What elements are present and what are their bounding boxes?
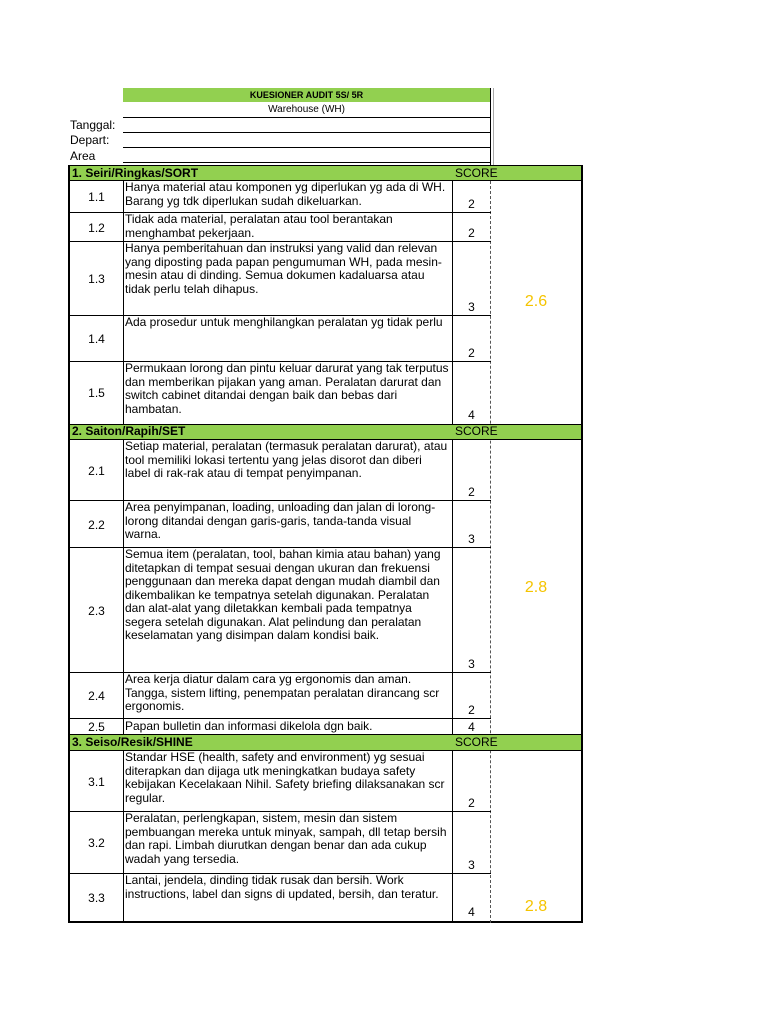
row-divider <box>70 718 491 719</box>
item-text: Tidak ada material, peralatan atau tool berantakan menghambat pekerjaan. <box>125 213 393 240</box>
section-2-title: 2. Saiton/Rapih/SET <box>72 424 186 438</box>
item-score[interactable]: 3 <box>468 300 475 314</box>
section-3-title: 3. Seiso/Resik/SHINE <box>72 735 193 749</box>
section-1-score-label: SCORE <box>455 166 498 180</box>
item-text: Ada prosedur untuk menghilangkan peralatan yg tidak perlu <box>125 316 443 329</box>
item-text: Standar HSE (health, safety and environment) yg sesuai diterapkan dan dijaga utk meningkatkan budaya safety kebijakan Kecelakaan Nihil. Safety briefing dilaksanakan scr regular. <box>125 751 445 805</box>
field-depart-input[interactable] <box>123 133 490 148</box>
item-number: 2.1 <box>88 463 105 478</box>
section-2-average: 2.8 <box>524 579 548 596</box>
item-text: Area kerja diatur dalam cara yg ergonomis dan aman. Tangga, sistem lifting, penempatan peralatan dirancang scr ergonomis. <box>125 673 440 713</box>
section-2-score-label: SCORE <box>455 424 498 438</box>
item-number: 2.5 <box>88 719 105 734</box>
item-text: Semua item (peralatan, tool, bahan kimia atau bahan) yang ditetapkan di tempat sesuai dengan ukuran dan frekuensi penggunaan dan mereka dapat dengan mudah diambil dan dikembalikan ke tempatnya setelah digunakan. Peralatan dan alat-alat yang diletakkan kembali pada tempatnya segera setelah digunakan. Alat pelindung dan peralatan keselamatan yang disimpan dalam kondisi baik. <box>125 548 441 642</box>
item-score[interactable]: 3 <box>468 858 475 872</box>
item-number: 3.1 <box>88 774 105 789</box>
item-number: 3.2 <box>88 836 105 850</box>
item-text: Area penyimpanan, loading, unloading dan jalan di lorong-lorong ditandai dengan garis-garis, tanda-tanda visual warna. <box>125 501 436 541</box>
item-number: 2.2 <box>88 517 105 532</box>
item-number: 2.3 <box>88 603 105 618</box>
field-tanggal-input[interactable] <box>123 118 490 133</box>
item-score[interactable]: 2 <box>468 703 475 717</box>
item-score[interactable]: 3 <box>468 532 475 546</box>
item-number: 1.3 <box>88 272 105 286</box>
field-tanggal-label: Tanggal: <box>70 118 116 132</box>
item-score[interactable]: 4 <box>468 905 475 919</box>
item-score[interactable]: 4 <box>468 408 475 422</box>
item-score[interactable]: 2 <box>468 226 475 240</box>
field-area-label: Area <box>70 149 96 163</box>
item-text: Lantai, jendela, dinding tidak rusak dan bersih. Work instructions, label dan signs di updated, bersih, dan teratur. <box>125 874 439 901</box>
section-3-score-label: SCORE <box>455 735 498 749</box>
item-score[interactable]: 2 <box>468 346 475 360</box>
item-text: Permukaan lorong dan pintu keluar darurat yang tak terputus dan memberikan pijakan yang aman. Peralatan darurat dan switch cabinet ditandai dengan baik dan bebas dari hambatan. <box>125 362 449 416</box>
item-text: Hanya material atau komponen yg diperlukan yg ada di WH. Barang yg tdk diperlukan sudah dikeluarkan. <box>125 181 446 208</box>
audit-subtitle: Warehouse (WH) <box>123 102 490 118</box>
section-1-average: 2.6 <box>524 293 548 310</box>
field-area-input[interactable] <box>123 148 490 163</box>
item-score[interactable]: 4 <box>468 720 475 734</box>
item-score[interactable]: 3 <box>468 657 475 671</box>
item-text: Papan bulletin dan informasi dikelola dgn baik. <box>125 720 373 733</box>
item-number: 1.2 <box>88 220 105 235</box>
audit-title: KUESIONER AUDIT 5S/ 5R <box>123 88 490 102</box>
item-score[interactable]: 2 <box>468 197 475 211</box>
field-depart-label: Depart: <box>70 133 110 147</box>
item-number: 2.4 <box>88 689 105 703</box>
item-number: 1.4 <box>88 332 105 346</box>
item-text: Hanya pemberitahuan dan instruksi yang valid dan relevan yang diposting pada papan pengumuman WH, pada mesin-mesin atau di dinding. Semua dokumen kadaluarsa atau tidak perlu telah dihapus. <box>125 242 442 296</box>
item-text: Peralatan, perlengkapan, sistem, mesin dan sistem pembuangan mereka untuk minyak, sampah, dll tetap bersih dan rapi. Limbah diurutkan dengan benar dan ada cukup wadah yang tersedia. <box>125 812 447 866</box>
item-number: 1.5 <box>88 386 105 400</box>
item-number: 3.3 <box>88 890 105 905</box>
section-3-average: 2.8 <box>524 898 548 915</box>
item-number: 1.1 <box>88 190 105 204</box>
header-right-border <box>490 88 494 166</box>
item-score[interactable]: 2 <box>468 796 475 810</box>
item-text: Setiap material, peralatan (termasuk peralatan darurat), atau tool memiliki lokasi tertentu yang jelas disorot dan diberi label di rak-rak atau di tempat penyimpanan. <box>125 440 448 480</box>
section-1-title: 1. Seiri/Ringkas/SORT <box>72 166 199 180</box>
item-score[interactable]: 2 <box>468 485 475 499</box>
